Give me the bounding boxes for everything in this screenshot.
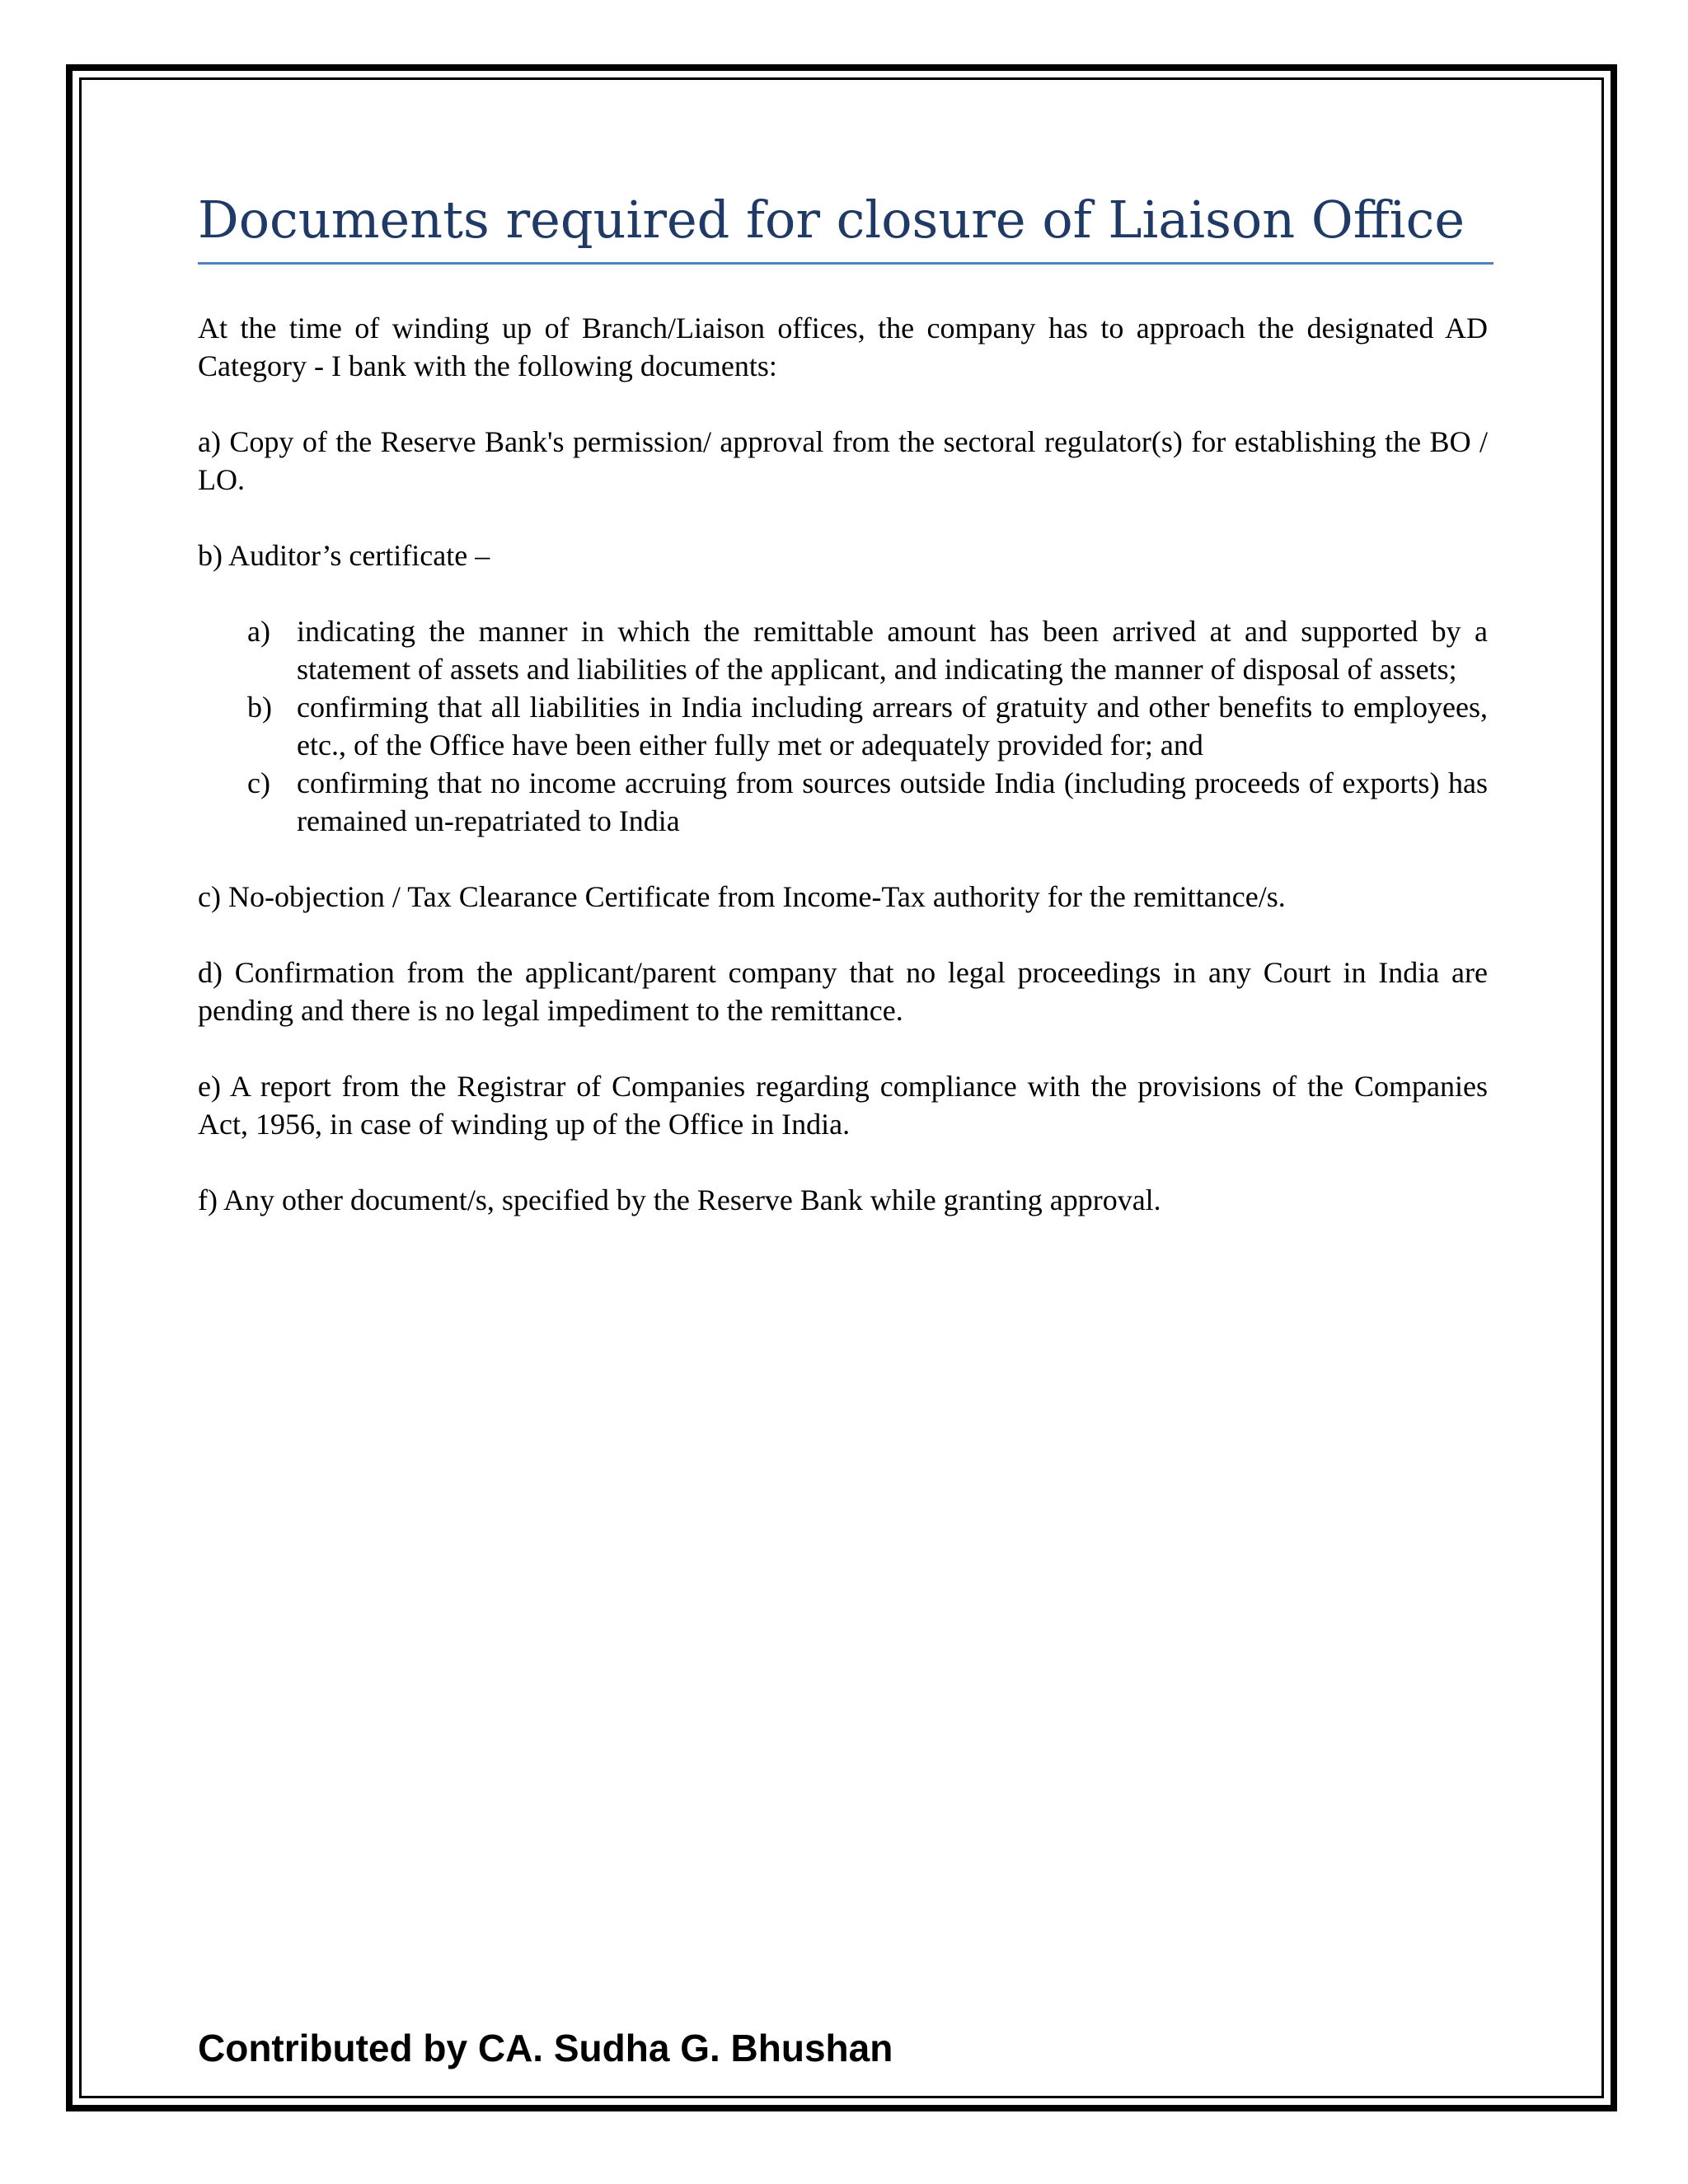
sublist-marker: b): [247, 691, 272, 724]
item-b: b) Auditor’s certificate –: [198, 539, 490, 573]
item-c: c) No-objection / Tax Clearance Certificate from Income-Tax authority for the remittance/s.: [198, 880, 1286, 914]
item-a: a) Copy of the Reserve Bank's permission/ approval from the sectoral regulator(s) for establishing the BO / LO.: [198, 425, 1488, 497]
sublist-text: confirming that all liabilities in India including arrears of gratuity and other benefits to employees, etc., of the Office have been either fully met or adequately provided for; and: [297, 691, 1488, 762]
title-underline: [198, 262, 1493, 265]
sublist-marker: c): [247, 766, 270, 800]
sublist-marker: a): [247, 615, 270, 649]
document-title: Documents required for closure of Liaison Office: [198, 190, 1465, 250]
sublist-text: indicating the manner in which the remittable amount has been arrived at and supported by a statement of assets and liabilities of the applicant, and indicating the manner of disposal of assets;: [297, 615, 1488, 687]
item-f: f) Any other document/s, specified by the Reserve Bank while granting approval.: [198, 1183, 1161, 1217]
auditor-certificate-sublist: [198, 612, 1488, 840]
item-e: e) A report from the Registrar of Companies regarding compliance with the provisions of the Companies Act, 1956, in case of winding up of the Office in India.: [198, 1070, 1488, 1141]
sublist-item: [198, 612, 1488, 688]
sublist-text: confirming that no income accruing from sources outside India (including proceeds of exports) has remained un-repatriated to India: [297, 766, 1488, 838]
contributor-footer: Contributed by CA. Sudha G. Bhushan: [198, 2027, 893, 2069]
document-content: [198, 190, 1488, 1257]
sublist-item: [198, 688, 1488, 764]
intro-paragraph: At the time of winding up of Branch/Liaison offices, the company has to approach the designated AD Category - I bank with the following documents:: [198, 312, 1488, 383]
sublist-item: [198, 764, 1488, 840]
item-d: d) Confirmation from the applicant/parent company that no legal proceedings in any Court in India are pending and there is no legal impediment to the remittance.: [198, 956, 1488, 1028]
